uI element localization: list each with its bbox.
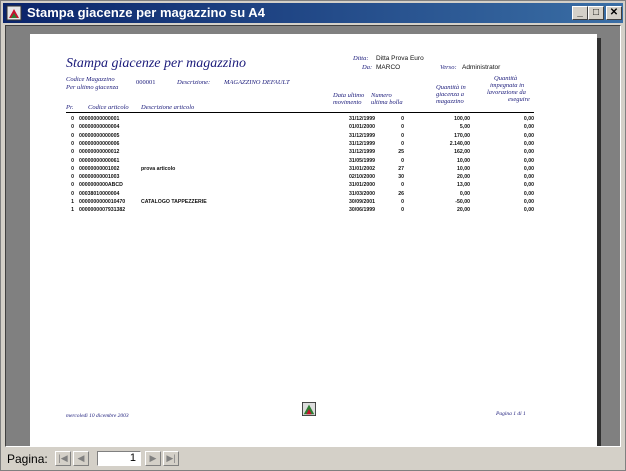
minimize-button[interactable]: _ xyxy=(572,6,588,20)
col-imp-header-3: lavorazione da xyxy=(487,89,526,96)
cell-pr: 0 xyxy=(71,124,74,131)
cell-data: 31/12/1999 xyxy=(349,140,375,147)
cell-qty: 13,00 xyxy=(457,182,470,189)
footer-date: mercoledì 10 dicembre 2003 xyxy=(66,413,129,419)
footer-page-number: Pagina 1 di 1 xyxy=(496,411,526,417)
cell-qty: 170,00 xyxy=(454,132,470,139)
col-imp-header-1: Quantità xyxy=(494,75,518,82)
cell-data: 01/01/2000 xyxy=(349,124,375,131)
cell-data: 02/10/2000 xyxy=(349,174,375,181)
cell-codice: 00000000000005 xyxy=(79,132,120,139)
cell-imp: 0,00 xyxy=(523,190,534,197)
cell-numero: 0 xyxy=(401,157,404,164)
cell-data: 31/01/2000 xyxy=(349,182,375,189)
table-row xyxy=(66,149,536,156)
cell-numero: 26 xyxy=(398,190,404,197)
footer-logo-icon xyxy=(302,402,316,416)
cell-codice: 00000000000061 xyxy=(79,157,120,164)
cell-codice: 0000000007931382 xyxy=(79,207,126,214)
cell-imp: 0,00 xyxy=(523,174,534,181)
per-ultimo-label: Per ultimo giacenza xyxy=(66,84,119,91)
col-imp-header-4: eseguire xyxy=(508,96,530,103)
ditta-value: Ditta Prova Euro xyxy=(376,55,424,62)
cell-pr: 1 xyxy=(71,207,74,214)
cell-data: 30/09/2001 xyxy=(349,199,375,205)
preview-area[interactable] xyxy=(5,25,621,447)
cell-pr: 0 xyxy=(71,132,74,139)
cell-imp: 0,00 xyxy=(523,140,534,147)
page-navigator xyxy=(3,449,623,469)
first-page-button[interactable]: |◀ xyxy=(55,451,71,466)
prev-page-button[interactable]: ◀ xyxy=(73,451,89,466)
cell-codice: 00000000001002 xyxy=(79,165,120,172)
col-qty-header-2: giacenza a xyxy=(436,91,464,98)
cell-numero: 0 xyxy=(401,199,404,205)
cell-descrizione: prova articolo xyxy=(141,165,176,172)
cell-data: 30/06/1999 xyxy=(349,207,375,214)
col-qty-header-1: Quantità in xyxy=(436,84,466,91)
cell-codice: 00000000000012 xyxy=(79,149,120,156)
cell-numero: 0 xyxy=(401,182,404,189)
col-numero-header-1: Numero xyxy=(371,92,392,99)
table-row xyxy=(66,116,536,123)
cell-qty: 10,00 xyxy=(457,165,470,172)
cell-pr: 1 xyxy=(71,199,74,205)
last-page-button[interactable]: ▶| xyxy=(163,451,179,466)
verso-label: Verso: xyxy=(440,64,457,71)
report-page xyxy=(30,34,597,447)
cell-numero: 0 xyxy=(401,124,404,131)
cell-imp: 0,00 xyxy=(523,182,534,189)
verso-value: Administrator xyxy=(462,64,501,71)
table-row xyxy=(66,182,536,189)
cell-pr: 0 xyxy=(71,182,74,189)
cell-imp: 0,00 xyxy=(523,157,534,164)
cell-numero: 0 xyxy=(401,207,404,214)
cell-descrizione: CATALOGO TAPPEZZERIE xyxy=(141,199,207,205)
table-row xyxy=(66,124,536,131)
codice-magazzino-value: 000001 xyxy=(136,79,156,86)
cell-qty: 20,00 xyxy=(457,207,470,214)
cell-data: 31/05/1999 xyxy=(349,157,375,164)
cell-pr: 0 xyxy=(71,174,74,181)
table-row xyxy=(66,191,536,198)
cell-pr: 0 xyxy=(71,116,74,122)
cell-numero: 0 xyxy=(401,140,404,147)
cell-qty: 0,00 xyxy=(459,190,470,197)
cell-codice: 00038010000004 xyxy=(79,190,120,197)
cell-codice: 00000000000006 xyxy=(79,140,120,147)
cell-qty: -50,00 xyxy=(455,199,470,205)
title-bar[interactable] xyxy=(3,3,623,23)
cell-codice: 0000000000ABCD xyxy=(79,182,123,189)
cell-imp: 0,00 xyxy=(523,199,534,205)
cell-codice: 0000000000010470 xyxy=(79,199,126,205)
cell-pr: 0 xyxy=(71,157,74,164)
col-descrizione-header: Descrizione articolo xyxy=(141,104,195,111)
cell-data: 31/03/2000 xyxy=(349,190,375,197)
cell-codice: 00000000000004 xyxy=(79,124,120,131)
cell-data: 31/12/1999 xyxy=(349,149,375,156)
cell-data: 31/12/1999 xyxy=(349,116,375,122)
cell-pr: 0 xyxy=(71,165,74,172)
cell-imp: 0,00 xyxy=(523,207,534,214)
cell-data: 31/12/1999 xyxy=(349,132,375,139)
da-value: MARCO xyxy=(376,64,401,71)
cell-data: 31/01/2002 xyxy=(349,165,375,172)
cell-qty: 5,00 xyxy=(459,124,470,131)
cell-imp: 0,00 xyxy=(523,116,534,122)
maximize-button[interactable]: □ xyxy=(588,6,604,20)
ditta-label: Ditta: xyxy=(353,55,369,62)
page-number-input[interactable]: 1 xyxy=(97,451,141,466)
close-button[interactable]: ✕ xyxy=(606,6,622,20)
cell-pr: 0 xyxy=(71,149,74,156)
cell-pr: 0 xyxy=(71,140,74,147)
pagina-label: Pagina: xyxy=(7,452,48,466)
cell-imp: 0,00 xyxy=(523,124,534,131)
col-numero-header-2: ultima bolla xyxy=(371,99,403,106)
report-title: Stampa giacenze per magazzino xyxy=(66,56,247,71)
table-row xyxy=(66,174,536,181)
table-row xyxy=(66,207,536,214)
cell-numero: 25 xyxy=(398,149,404,156)
col-imp-header-2: impegnata in xyxy=(490,82,525,89)
col-codice-header: Codice articolo xyxy=(88,104,129,111)
table-row xyxy=(66,141,536,148)
cell-imp: 0,00 xyxy=(523,132,534,139)
cell-numero: 30 xyxy=(398,174,404,181)
table-row xyxy=(66,166,536,173)
col-qty-header-3: magazzino xyxy=(436,98,464,105)
col-data-header-2: movimento xyxy=(333,99,362,106)
cell-imp: 0,00 xyxy=(523,165,534,172)
cell-qty: 162,00 xyxy=(454,149,470,156)
descrizione-value: MAGAZZINO DEFAULT xyxy=(224,79,290,86)
cell-numero: 27 xyxy=(398,165,404,172)
descrizione-label: Descrizione: xyxy=(177,79,211,86)
table-row xyxy=(66,199,536,206)
col-pr-header: Pr. xyxy=(66,104,74,111)
header-divider xyxy=(66,112,534,113)
table-row xyxy=(66,158,536,165)
cell-numero: 0 xyxy=(401,132,404,139)
cell-codice: 00000000001003 xyxy=(79,174,120,181)
da-label: Da: xyxy=(362,64,373,71)
cell-qty: 10,00 xyxy=(457,157,470,164)
cell-qty: 2.140,00 xyxy=(449,140,470,147)
cell-codice: 00000000000001 xyxy=(79,116,120,122)
cell-qty: 20,00 xyxy=(457,174,470,181)
window-title: Stampa giacenze per magazzino su A4 xyxy=(27,5,265,20)
codice-magazzino-label: Codice Magazzino xyxy=(66,76,115,83)
cell-qty: 100,00 xyxy=(454,116,470,122)
cell-imp: 0,00 xyxy=(523,149,534,156)
cell-pr: 0 xyxy=(71,190,74,197)
col-data-header-1: Data ultimo xyxy=(333,92,365,99)
report-app-icon xyxy=(6,5,22,21)
table-row xyxy=(66,133,536,140)
cell-numero: 0 xyxy=(401,116,404,122)
next-page-button[interactable]: ▶ xyxy=(145,451,161,466)
